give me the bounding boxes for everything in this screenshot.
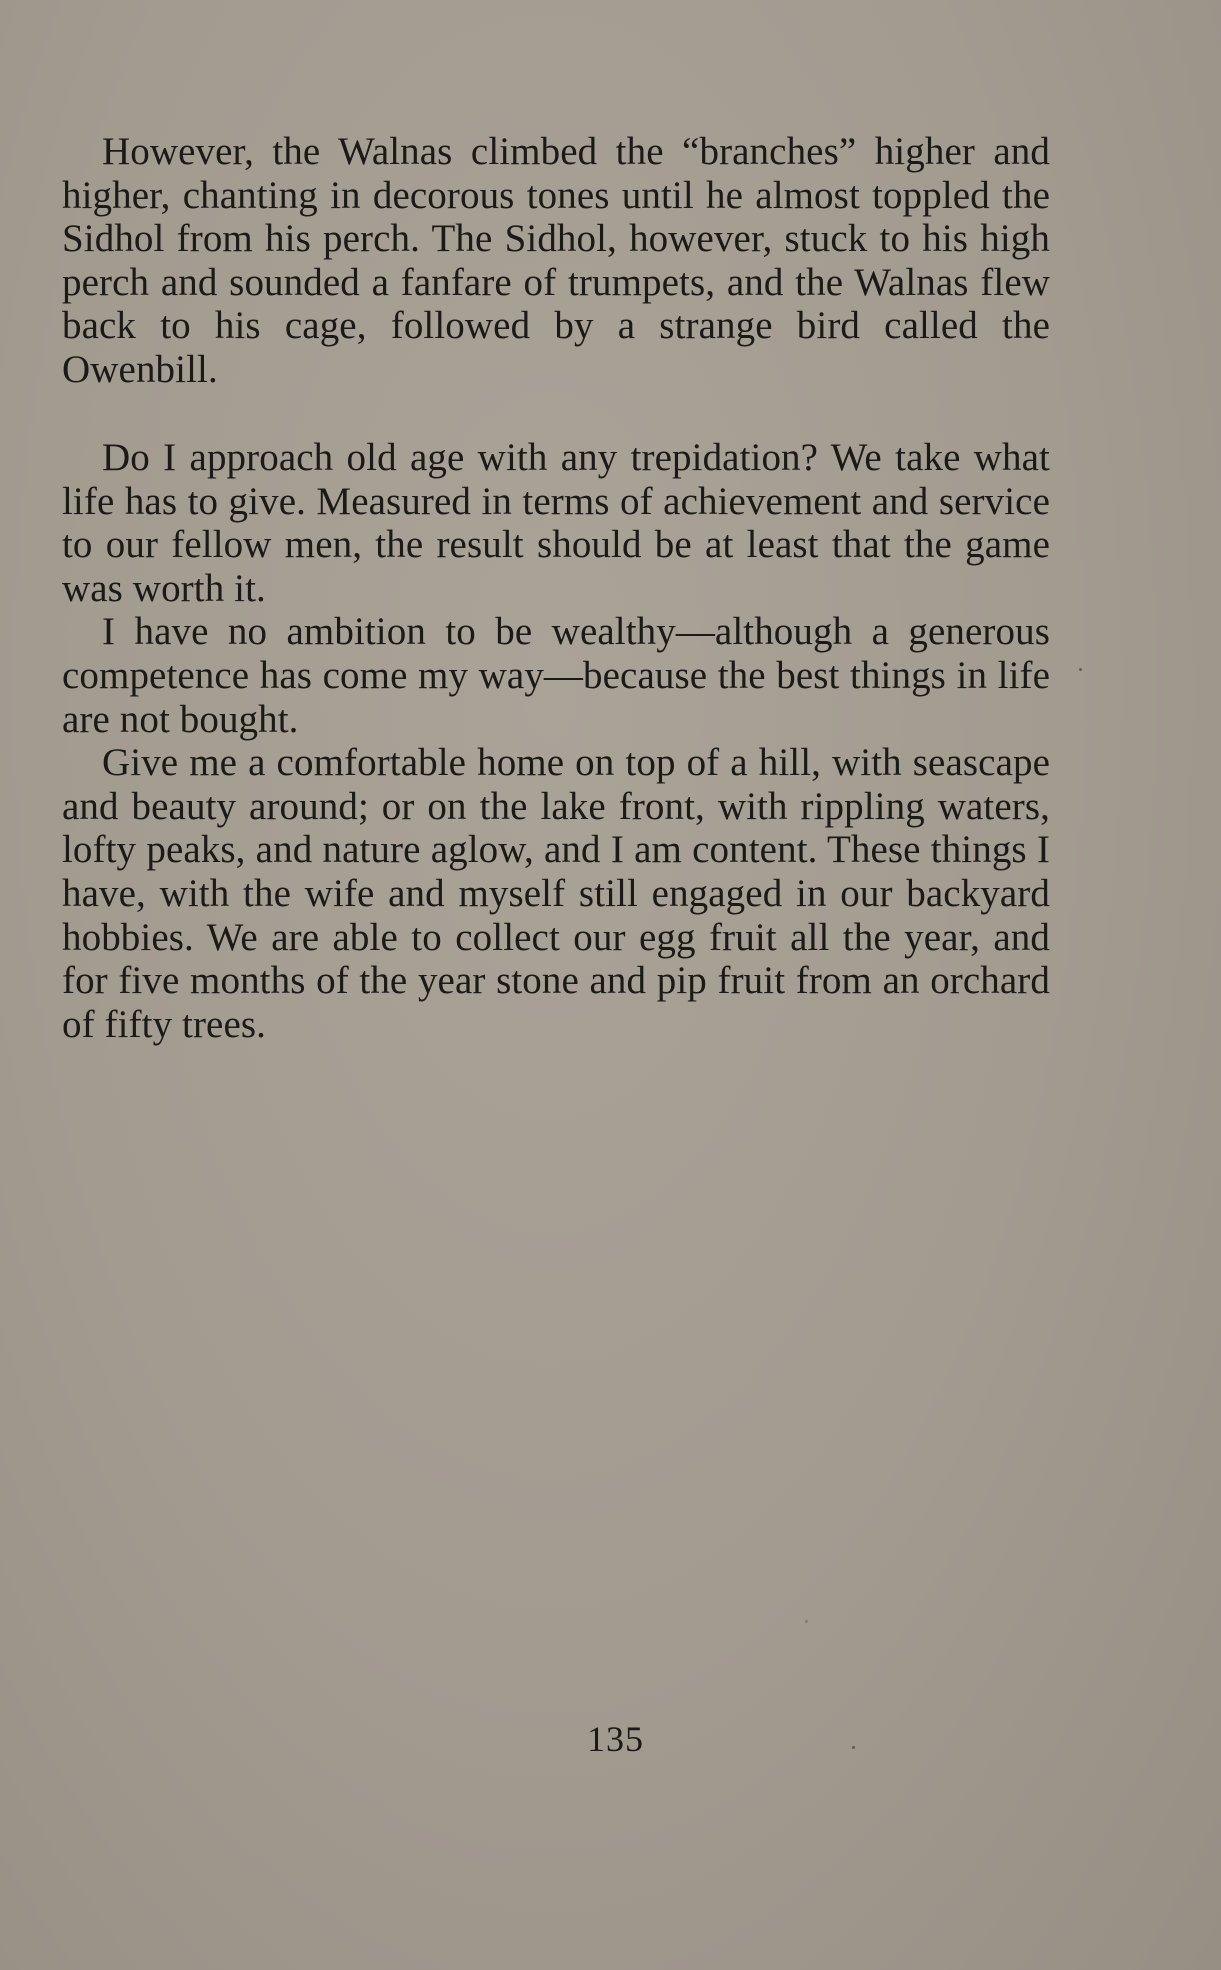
page-number: 135 (587, 1719, 644, 1759)
paper-speck (852, 1746, 855, 1749)
text-section-1 (62, 130, 1050, 392)
paper-speck (805, 1620, 808, 1623)
paragraph-old-age: Do I approach old age with any trepidation? We take what life has to give. Measured in terms of achievement and service to our fellow men, the result should be at least that the game was worth it. (62, 436, 1050, 610)
paper-speck (1079, 668, 1082, 671)
paragraph-home: Give me a comfortable home on top of a hill, with seascape and beauty around; or on the lake front, with rippling waters, lofty peaks, and nature aglow, and I am content. These things I have, with the wife and myself still engaged in our backyard hobbies. We are able to collect our egg fruit all the year, and for five months of the year stone and pip fruit from an orchard of fifty trees. (62, 741, 1050, 1046)
paragraph-walnas: However, the Walnas climbed the “branches” higher and higher, chanting in decorous tones until he almost toppled the Sidhol from his perch. The Sidhol, however, stuck to his high perch and sounded a fanfare of trumpets, and the Walnas flew back to his cage, followed by a strange bird called the Owenbill. (62, 130, 1050, 391)
paragraph-ambition: I have no ambition to be wealthy—although a generous competence has come my way—because the best things in life are not bought. (62, 610, 1050, 741)
text-section-2 (62, 436, 1050, 1046)
